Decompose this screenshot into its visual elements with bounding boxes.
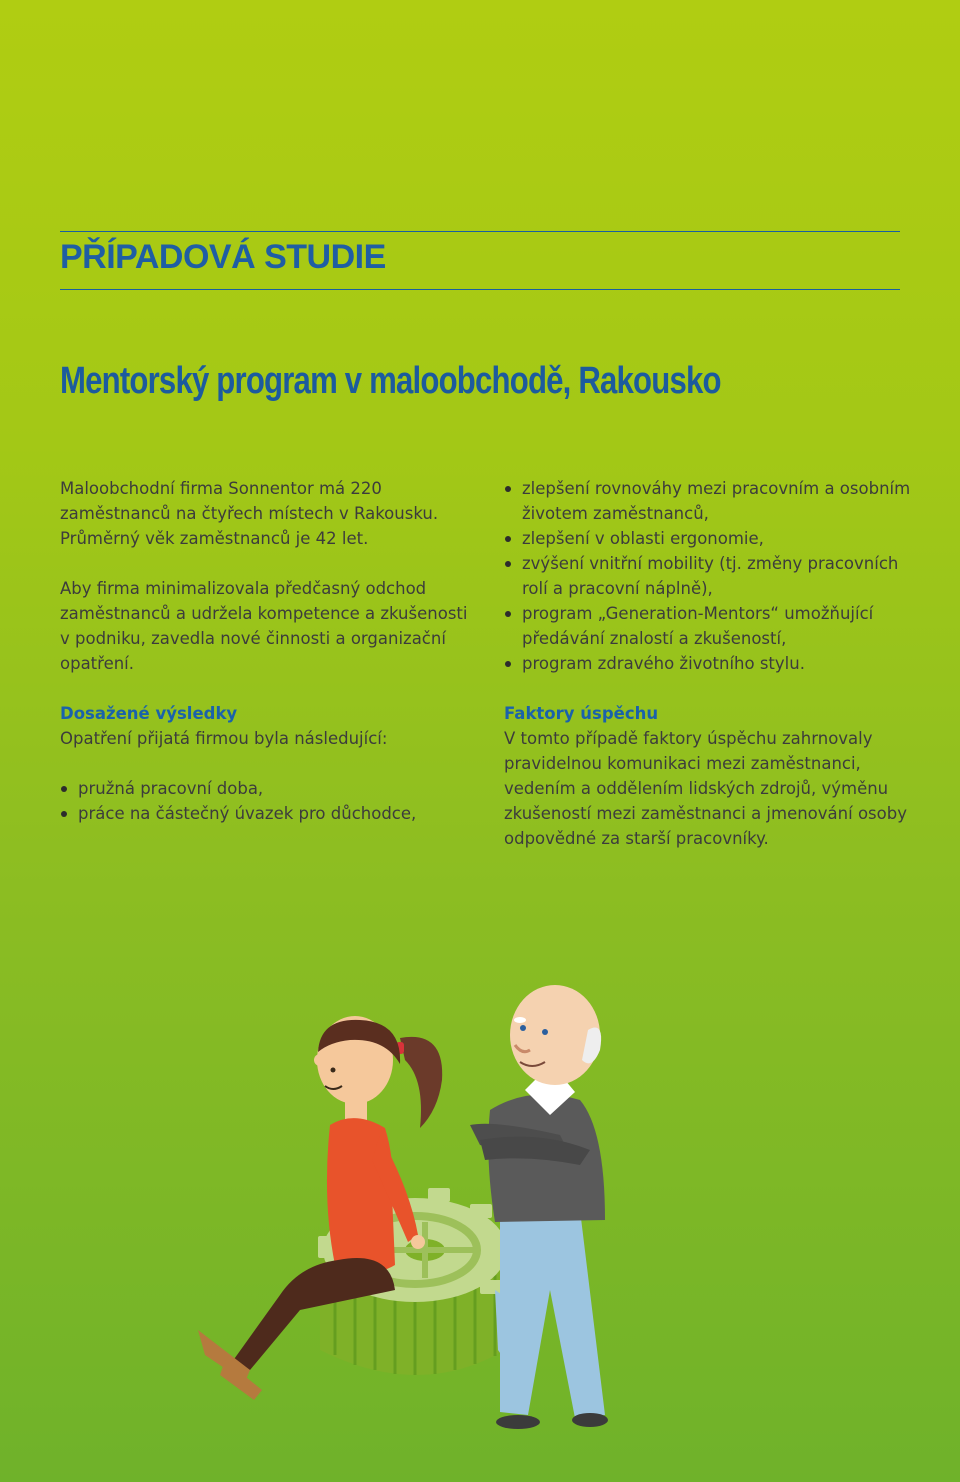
success-text: V tomto případě faktory úspěchu zahrnovaly pravidelnou komunikaci mezi zaměstnanci, vedením a oddělením lidských zdrojů, výměnu zkušeností mezi zaměstnanci a jmenování osoby odpovědné za starší pracovníky. [504,729,907,848]
list-item: práce na částečný úvazek pro důchodce, [60,801,470,826]
list-item: program „Generation-Mentors“ umožňující předávání znalostí a zkušeností, [504,601,914,651]
success-heading: Faktory úspěchu [504,704,659,723]
list-item: zlepšení v oblasti ergonomie, [504,526,914,551]
results-intro: Opatření přijatá firmou byla následující: [60,729,388,748]
left-column [60,476,470,826]
list-item: zvýšení vnitřní mobility (tj. změny pracovních rolí a pracovní náplně), [504,551,914,601]
header-rule-top [60,231,900,232]
section-label: PŘÍPADOVÁ STUDIE [60,238,386,276]
right-column [504,476,914,851]
illustration [0,960,960,1482]
results-list-right [504,476,914,676]
results-heading: Dosažené výsledky [60,704,238,723]
list-item: zlepšení rovnováhy mezi pracovním a osobním životem zaměstnanců, [504,476,914,526]
list-item: program zdravého životního stylu. [504,651,914,676]
header-rule-bottom [60,289,900,290]
page-title: Mentorský program v maloobchodě, Rakousko [60,360,721,402]
list-item: pružná pracovní doba, [60,776,470,801]
results-list-left [60,776,470,826]
intro-paragraph-1: Maloobchodní firma Sonnentor má 220 zaměstnanců na čtyřech místech v Rakousku. Průměrný věk zaměstnanců je 42 let. [60,479,439,548]
intro-paragraph-2: Aby firma minimalizovala předčasný odchod zaměstnanců a udržela kompetence a zkušenosti v podniku, zavedla nové činnosti a organizační opatření. [60,579,468,673]
